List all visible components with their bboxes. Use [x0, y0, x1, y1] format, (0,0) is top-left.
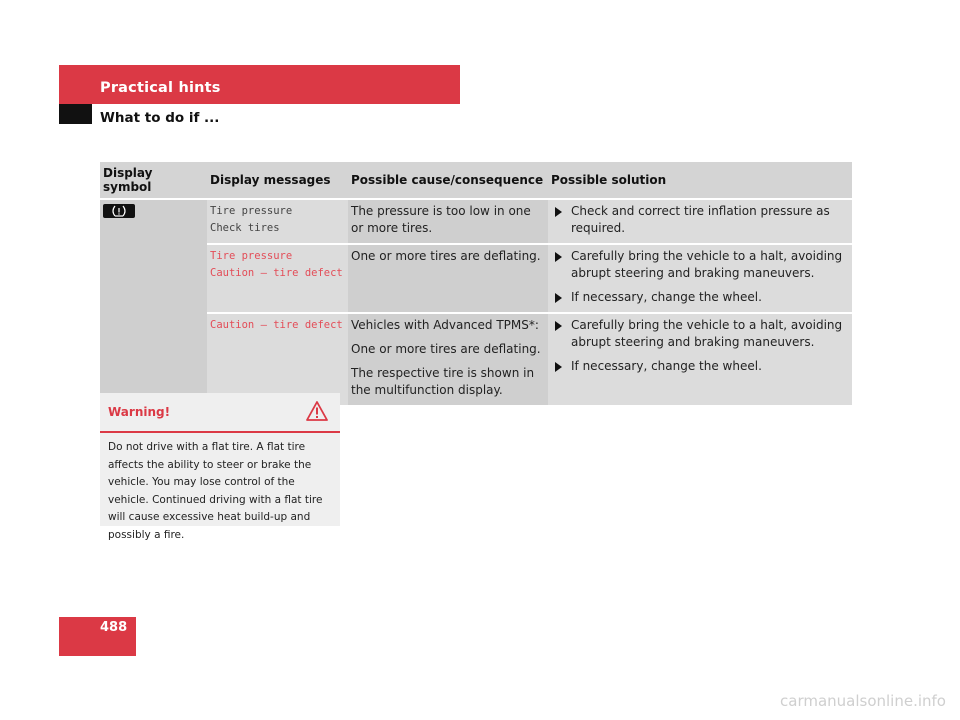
possible-solution-cell: [548, 200, 852, 245]
column-header-symbol: Display symbol: [100, 162, 207, 200]
solution-text: If necessary, change the wheel.: [571, 359, 762, 373]
warning-header: [100, 393, 340, 433]
display-message-line: Tire pressure: [210, 250, 293, 262]
display-symbol-cell: [100, 200, 207, 407]
solution-text: Carefully bring the vehicle to a halt, avoiding abrupt steering and braking maneuvers.: [571, 318, 843, 349]
display-message-cell: [207, 200, 348, 245]
possible-cause-cell: [348, 245, 548, 314]
possible-cause-cell: [348, 200, 548, 245]
bullet-arrow-icon: [555, 321, 562, 331]
possible-solution-cell: [548, 245, 852, 314]
cause-text: One or more tires are deflating.: [351, 249, 541, 263]
solution-item: [551, 248, 849, 282]
bullet-arrow-icon: [555, 293, 562, 303]
section-title: Practical hints: [100, 80, 221, 96]
solution-item: [551, 317, 849, 351]
solution-item: [551, 203, 849, 237]
display-message-line: Caution – tire defect: [210, 319, 343, 331]
solution-item: [551, 289, 849, 306]
solution-text: If necessary, change the wheel.: [571, 290, 762, 304]
display-message-line: Tire pressure: [210, 205, 293, 217]
possible-solution-cell: [548, 314, 852, 407]
bullet-arrow-icon: [555, 252, 562, 262]
display-message-cell: [207, 245, 348, 314]
warning-triangle-icon: [306, 401, 328, 425]
column-header-solution: Possible solution: [548, 162, 852, 200]
page-number: 488: [100, 620, 128, 635]
warning-box: [100, 393, 340, 541]
solution-item: [551, 358, 849, 375]
subsection-title: What to do if ...: [100, 110, 220, 126]
table-row: [100, 200, 852, 245]
display-message-line: Check tires: [210, 222, 280, 234]
table-header-row: [100, 162, 852, 200]
watermark: carmanualsonline.info: [780, 692, 946, 710]
warning-text: Do not drive with a flat tire. A flat tire affects the ability to steer or brake the vehicle. You may lose control of the vehicle. Continued driving with a flat tire will cause excessive heat build-up and possibly a fire.: [108, 441, 323, 541]
possible-cause-cell: [348, 314, 548, 407]
bullet-arrow-icon: [555, 207, 562, 217]
display-messages-table: [100, 162, 852, 407]
cause-text: The pressure is too low in one or more tires.: [351, 204, 531, 235]
header-black-tab: [59, 104, 92, 124]
cause-text: Vehicles with Advanced TPMS*:: [351, 318, 539, 332]
warning-label: Warning!: [108, 405, 171, 419]
tire-pressure-warning-icon: [103, 204, 135, 218]
column-header-messages: Display messages: [207, 162, 348, 200]
solution-text: Carefully bring the vehicle to a halt, avoiding abrupt steering and braking maneuvers.: [571, 249, 843, 280]
solution-text: Check and correct tire inflation pressure as required.: [571, 204, 830, 235]
column-header-cause: Possible cause/consequence: [348, 162, 548, 200]
display-message-line: Caution – tire defect: [210, 267, 343, 279]
cause-text: One or more tires are deflating.: [351, 342, 541, 356]
bullet-arrow-icon: [555, 362, 562, 372]
table-row: [100, 245, 852, 314]
table-body: [100, 200, 852, 407]
cause-text: The respective tire is shown in the multifunction display.: [351, 366, 535, 397]
